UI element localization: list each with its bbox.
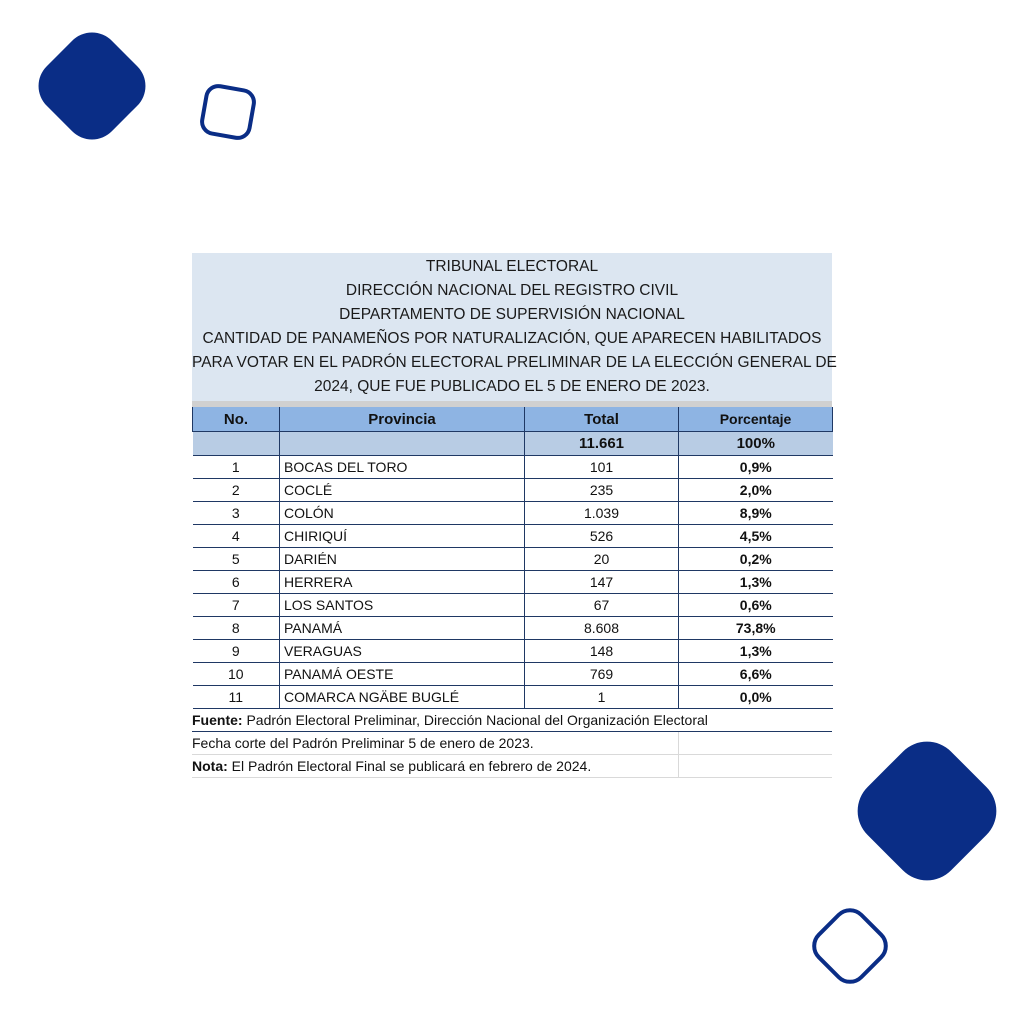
cutoff-date-text: Fecha corte del Padrón Preliminar 5 de enero de 2023. xyxy=(192,735,534,751)
row-total: 148 xyxy=(525,640,679,663)
table-title-block xyxy=(192,253,837,407)
table-row xyxy=(193,686,833,709)
row-no: 11 xyxy=(193,686,280,709)
row-no: 3 xyxy=(193,502,280,525)
row-porcentaje: 2,0% xyxy=(679,479,833,502)
row-porcentaje: 0,6% xyxy=(679,594,833,617)
spreadsheet-image xyxy=(192,253,837,778)
row-total: 101 xyxy=(525,456,679,479)
row-total: 20 xyxy=(525,548,679,571)
table-row xyxy=(193,571,833,594)
column-header-provincia: Provincia xyxy=(280,407,525,432)
column-header-row xyxy=(193,407,833,432)
title-line: DEPARTAMENTO DE SUPERVISIÓN NACIONAL xyxy=(339,306,685,323)
row-no: 5 xyxy=(193,548,280,571)
row-porcentaje: 0,2% xyxy=(679,548,833,571)
decorative-outline-square-bottom-right xyxy=(805,901,896,992)
row-provincia: PANAMÁ xyxy=(280,617,525,640)
row-porcentaje: 0,9% xyxy=(679,456,833,479)
row-no: 7 xyxy=(193,594,280,617)
column-header-total: Total xyxy=(525,407,679,432)
table-row xyxy=(193,548,833,571)
totals-provincia xyxy=(280,432,525,456)
row-no: 1 xyxy=(193,456,280,479)
row-porcentaje: 8,9% xyxy=(679,502,833,525)
column-header-porcentaje: Porcentaje xyxy=(679,407,833,432)
row-porcentaje: 6,6% xyxy=(679,663,833,686)
totals-total: 11.661 xyxy=(525,432,679,456)
row-total: 769 xyxy=(525,663,679,686)
table-row xyxy=(193,456,833,479)
notes-block xyxy=(192,709,832,778)
naturalization-table xyxy=(192,407,833,709)
row-no: 10 xyxy=(193,663,280,686)
source-note xyxy=(192,709,832,732)
source-label: Fuente: xyxy=(192,712,243,728)
row-no: 2 xyxy=(193,479,280,502)
note-label: Nota: xyxy=(192,758,228,774)
row-no: 8 xyxy=(193,617,280,640)
table-row xyxy=(193,663,833,686)
cell-divider xyxy=(678,732,679,754)
row-no: 6 xyxy=(193,571,280,594)
row-total: 1.039 xyxy=(525,502,679,525)
row-porcentaje: 1,3% xyxy=(679,571,833,594)
title-line: CANTIDAD DE PANAMEÑOS POR NATURALIZACIÓN, QUE APARECEN HABILITADOS xyxy=(202,330,822,347)
row-provincia: COMARCA NGÄBE BUGLÉ xyxy=(280,686,525,709)
table-row xyxy=(193,525,833,548)
cutoff-date-note xyxy=(192,732,832,755)
totals-porcentaje: 100% xyxy=(679,432,833,456)
title-line: TRIBUNAL ELECTORAL xyxy=(425,258,599,275)
title-line: PARA VOTAR EN EL PADRÓN ELECTORAL PRELIMINAR DE LA ELECCIÓN GENERAL DE xyxy=(192,354,837,371)
row-total: 526 xyxy=(525,525,679,548)
table-row xyxy=(193,640,833,663)
note-text: El Padrón Electoral Final se publicará en febrero de 2024. xyxy=(227,758,592,774)
cell-divider xyxy=(678,755,679,777)
table-row xyxy=(193,594,833,617)
table-row xyxy=(193,479,833,502)
decorative-filled-square-bottom-right xyxy=(844,728,1011,895)
row-porcentaje: 0,0% xyxy=(679,686,833,709)
totals-no xyxy=(193,432,280,456)
row-total: 67 xyxy=(525,594,679,617)
row-provincia: DARIÉN xyxy=(280,548,525,571)
row-provincia: COLÓN xyxy=(280,502,525,525)
row-total: 8.608 xyxy=(525,617,679,640)
row-porcentaje: 4,5% xyxy=(679,525,833,548)
row-provincia: VERAGUAS xyxy=(280,640,525,663)
row-total: 235 xyxy=(525,479,679,502)
table-row xyxy=(193,502,833,525)
row-provincia: HERRERA xyxy=(280,571,525,594)
row-provincia: BOCAS DEL TORO xyxy=(280,456,525,479)
row-provincia: LOS SANTOS xyxy=(280,594,525,617)
row-total: 147 xyxy=(525,571,679,594)
row-provincia: CHIRIQUÍ xyxy=(280,525,525,548)
title-line: 2024, QUE FUE PUBLICADO EL 5 DE ENERO DE 2023. xyxy=(314,378,710,395)
row-provincia: COCLÉ xyxy=(280,479,525,502)
row-porcentaje: 1,3% xyxy=(679,640,833,663)
row-no: 9 xyxy=(193,640,280,663)
source-text: Padrón Electoral Preliminar, Dirección Nacional del Organización Electoral xyxy=(242,712,708,728)
row-porcentaje: 73,8% xyxy=(679,617,833,640)
row-provincia: PANAMÁ OESTE xyxy=(280,663,525,686)
final-roll-note xyxy=(192,755,832,778)
decorative-outline-square-top-left xyxy=(198,82,258,142)
table-row xyxy=(193,617,833,640)
row-no: 4 xyxy=(193,525,280,548)
row-total: 1 xyxy=(525,686,679,709)
totals-row xyxy=(193,432,833,456)
decorative-filled-square-top-left xyxy=(27,21,157,151)
column-header-no: No. xyxy=(193,407,280,432)
title-line: DIRECCIÓN NACIONAL DEL REGISTRO CIVIL xyxy=(345,282,679,299)
